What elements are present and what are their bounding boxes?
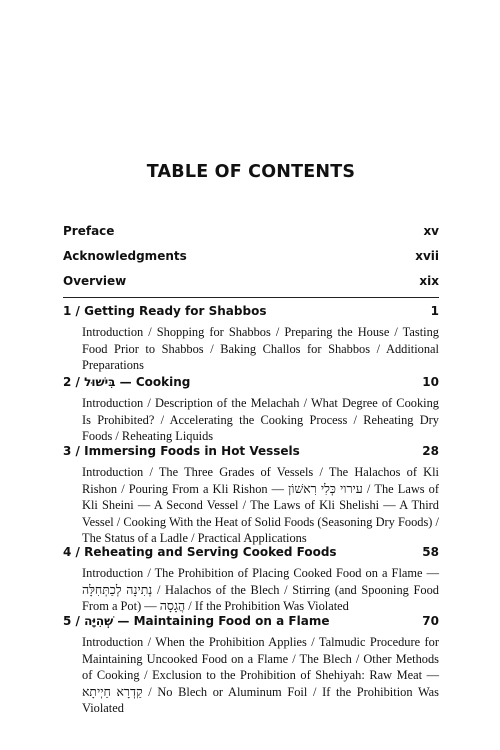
front-matter-list: [63, 224, 439, 299]
chapter-hebrew-title: בִּישׁוּל: [84, 375, 116, 389]
chapter-title: — Cooking: [119, 375, 191, 389]
toc-entry-acknowledgments[interactable]: [63, 249, 439, 274]
chapter-page: 1: [430, 304, 439, 318]
chapter-page: 70: [422, 614, 439, 628]
entry-page: xvii: [415, 249, 439, 263]
chapter-page: 10: [422, 375, 439, 389]
chapter-number: 5: [63, 614, 72, 628]
chapter-number: 3: [63, 444, 72, 458]
entry-page: xix: [419, 274, 439, 288]
chapter-description: Introduction / Description of the Melachah / What Degree of Cooking Is Prohibited? / Accelerating the Cooking Process / Reheating Dry Foods / Reheating Liquids: [82, 396, 439, 443]
chapter-description: Introduction / When the Prohibition Applies / Talmudic Procedure for Maintaining Uncooked Food on a Flame / The Blech / Other Methods of Cooking / Exclusion to the Prohibition of Shehiyah: Raw Meat — קַדְרָא חַיְיתָא / No Blech or Aluminum Foil / If the Prohibition Was Violated: [82, 635, 439, 715]
entry-label: Preface: [63, 224, 115, 238]
chapter-page: 28: [422, 444, 439, 458]
entry-page: xv: [423, 224, 439, 238]
chapter-title: — Maintaining Food on a Flame: [117, 614, 330, 628]
chapter-heading[interactable]: 1 / Getting Ready for Shabbos 1: [63, 304, 439, 318]
chapter-heading[interactable]: 2 / בִּישׁוּל — Cooking 10: [63, 375, 439, 389]
chapter-5: [63, 614, 439, 717]
chapter-number: 1: [63, 304, 72, 318]
chapter-heading[interactable]: 4 / Reheating and Serving Cooked Foods 58: [63, 545, 439, 559]
chapter-title: Immersing Foods in Hot Vessels: [84, 444, 300, 458]
chapter-hebrew-title: שְׁהִיָּה: [84, 614, 114, 628]
chapter-number: 2: [63, 375, 72, 389]
chapter-description: Introduction / The Prohibition of Placing Cooked Food on a Flame — נְתִינָה לְכַתְּחִלָּה / Halachos of the Blech / Stirring (and Spooning Food From a Pot) — הֲגָסָה / If the Prohibition Was Violated: [82, 566, 439, 613]
chapter-title: Getting Ready for Shabbos: [84, 304, 267, 318]
page-title: TABLE OF CONTENTS: [146, 162, 356, 182]
toc-entry-preface[interactable]: [63, 224, 439, 249]
chapter-3: [63, 444, 439, 547]
chapter-heading[interactable]: 3 / Immersing Foods in Hot Vessels 28: [63, 444, 439, 458]
chapter-4: [63, 545, 439, 615]
chapter-1: [63, 304, 439, 374]
chapter-description: Introduction / Shopping for Shabbos / Preparing the House / Tasting Food Prior to Shabbos / Baking Challos for Shabbos / Additional Preparations: [82, 325, 439, 372]
chapter-title: Reheating and Serving Cooked Foods: [84, 545, 337, 559]
toc-entry-overview[interactable]: [63, 274, 439, 299]
section-divider: [63, 297, 439, 298]
chapter-description: Introduction / The Three Grades of Vessels / The Halachos of Kli Rishon / Pouring From a Kli Rishon — עירוי כְּלִי רִאשׁוֹן / The Laws of Kli Sheini — A Second Vessel / The Laws of Kli Shelishi — A Third Vessel / Cooking With the Heat of Solid Foods (Seasoning Dry Foods) / The Status of a Ladle / Practical Applications: [82, 465, 439, 545]
chapter-heading[interactable]: 5 / שְׁהִיָּה — Maintaining Food on a Flame 70: [63, 614, 439, 628]
chapter-page: 58: [422, 545, 439, 559]
chapter-2: [63, 375, 439, 445]
entry-label: Acknowledgments: [63, 249, 187, 263]
chapter-number: 4: [63, 545, 72, 559]
entry-label: Overview: [63, 274, 127, 288]
